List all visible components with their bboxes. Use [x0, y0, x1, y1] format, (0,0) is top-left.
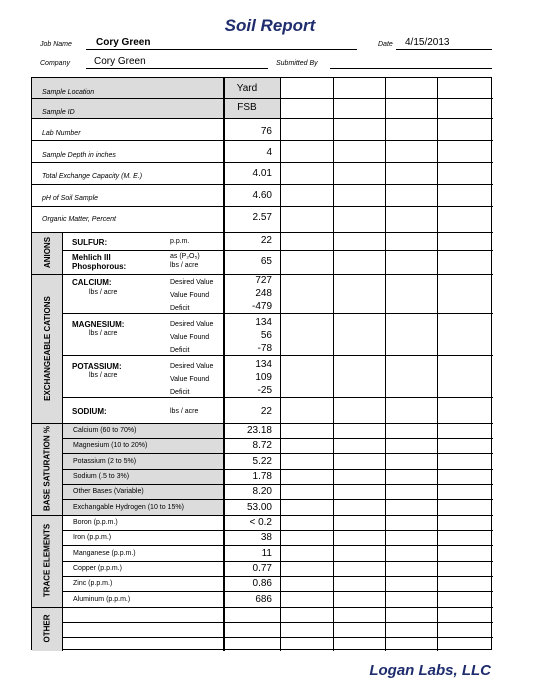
- company-underline: [86, 68, 268, 69]
- potassium-unit: lbs / acre: [89, 372, 118, 379]
- phosphorous-value: 65: [260, 256, 272, 267]
- sulfur-value: 22: [260, 235, 272, 246]
- calcium-found-label: Value Found: [170, 292, 210, 299]
- calcium-unit: lbs / acre: [89, 289, 118, 296]
- magnesium-desired-label: Desired Value: [170, 321, 214, 328]
- company-value: Cory Green: [94, 56, 146, 67]
- bs-label-potassium: Potassium (2 to 5%): [73, 458, 137, 465]
- trace-label-copper: Copper (p.p.m.): [73, 565, 123, 572]
- magnesium-desired: 134: [255, 317, 272, 328]
- ph-value: 4.60: [252, 190, 272, 201]
- magnesium-found-label: Value Found: [170, 334, 210, 341]
- bs-value-calcium: 23.18: [246, 425, 272, 436]
- phosphorous-unit-1: as (P₂O₅): [170, 253, 200, 260]
- trace-label-zinc: Zinc (p.p.m.): [73, 580, 113, 587]
- sodium-value: 22: [260, 406, 272, 417]
- sodium-unit: lbs / acre: [170, 408, 199, 415]
- bs-value-hydrogen: 53.00: [246, 502, 272, 513]
- magnesium-unit: lbs / acre: [89, 330, 118, 337]
- potassium-desired: 134: [255, 359, 272, 370]
- calcium-found: 248: [255, 288, 272, 299]
- cations-section-label: EXCHANGEABLE CATIONS: [43, 296, 52, 401]
- sample-depth-label: Sample Depth in inches: [42, 152, 116, 159]
- sulfur-unit: p.p.m.: [170, 238, 190, 245]
- soil-report-table: [31, 77, 492, 650]
- bs-value-sodium: 1.78: [252, 471, 272, 482]
- organic-value: 2.57: [252, 212, 272, 223]
- trace-value-boron: < 0.2: [249, 517, 272, 528]
- bs-label-sodium: Sodium (.5 to 3%): [73, 473, 130, 480]
- base-saturation-section-label: BASE SATURATION %: [42, 425, 52, 512]
- ph-label: pH of Soil Sample: [42, 195, 99, 202]
- phosphorous-label-1: Mehlich III: [72, 253, 111, 262]
- potassium-found: 109: [255, 372, 272, 383]
- sample-location-label: Sample Location: [42, 89, 95, 96]
- bs-value-other: 8.20: [252, 486, 272, 497]
- trace-label-iron: Iron (p.p.m.): [73, 534, 112, 541]
- calcium-deficit: -479: [251, 301, 272, 312]
- calcium-desired: 727: [255, 275, 272, 286]
- calcium-desired-label: Desired Value: [170, 279, 214, 286]
- trace-label-aluminum: Aluminum (p.p.m.): [73, 596, 131, 603]
- job-name-underline: [86, 49, 357, 50]
- report-title: Soil Report: [224, 16, 316, 35]
- sodium-label: SODIUM:: [72, 407, 107, 416]
- potassium-label: POTASSIUM:: [72, 362, 122, 371]
- phosphorous-label-2: Phosphorous:: [72, 262, 127, 271]
- trace-label-manganese: Manganese (p.p.m.): [73, 550, 136, 557]
- trace-label-boron: Boron (p.p.m.): [73, 519, 118, 526]
- trace-value-zinc: 0.86: [252, 578, 272, 589]
- calcium-label: CALCIUM:: [72, 278, 112, 287]
- submitted-by-label: Submitted By: [276, 60, 318, 67]
- bs-label-hydrogen: Exchangable Hydrogen (10 to 15%): [73, 504, 184, 511]
- company-label: Company: [40, 60, 70, 67]
- anions-section-label: ANIONS: [43, 236, 52, 269]
- phosphorous-unit-2: lbs / acre: [170, 262, 199, 269]
- potassium-desired-label: Desired Value: [170, 363, 214, 370]
- magnesium-deficit-label: Deficit: [170, 347, 190, 354]
- potassium-deficit: -25: [257, 385, 272, 396]
- trace-value-iron: 38: [260, 532, 272, 543]
- bs-label-magnesium: Magnesium (10 to 20%): [73, 442, 148, 449]
- job-name-label: Job Name: [40, 41, 72, 48]
- lab-company-name: Logan Labs, LLC: [369, 662, 491, 679]
- other-section-label: OTHER: [42, 614, 52, 643]
- bs-label-calcium: Calcium (60 to 70%): [73, 427, 137, 434]
- sample-location-value: Yard: [236, 83, 258, 94]
- bs-value-magnesium: 8.72: [252, 440, 272, 451]
- potassium-deficit-label: Deficit: [170, 389, 190, 396]
- job-name-value: Cory Green: [96, 37, 151, 48]
- sample-id-value: FSB: [237, 102, 257, 113]
- potassium-found-label: Value Found: [170, 376, 210, 383]
- bs-value-potassium: 5.22: [252, 456, 272, 467]
- tec-value: 4.01: [252, 168, 272, 179]
- trace-elements-section-label: TRACE ELEMENTS: [42, 523, 52, 598]
- lab-number-value: 76: [260, 126, 272, 137]
- trace-value-copper: 0.77: [252, 563, 272, 574]
- date-underline: [396, 49, 492, 50]
- organic-label: Organic Matter, Percent: [42, 216, 116, 223]
- date-value: 4/15/2013: [405, 37, 450, 48]
- bs-label-other: Other Bases (Variable): [73, 488, 144, 495]
- magnesium-deficit: -78: [257, 343, 272, 354]
- date-label: Date: [378, 41, 393, 48]
- trace-value-aluminum: 686: [255, 594, 272, 605]
- sample-depth-value: 4: [266, 147, 272, 158]
- tec-label: Total Exchange Capacity (M. E.): [42, 173, 143, 180]
- submitted-by-underline: [330, 68, 492, 69]
- magnesium-label: MAGNESIUM:: [72, 320, 125, 329]
- magnesium-found: 56: [260, 330, 272, 341]
- trace-value-manganese: 11: [261, 548, 272, 559]
- sulfur-label: SULFUR:: [72, 238, 108, 247]
- calcium-deficit-label: Deficit: [170, 305, 190, 312]
- lab-number-label: Lab Number: [42, 130, 81, 137]
- sample-id-label: Sample ID: [42, 109, 75, 116]
